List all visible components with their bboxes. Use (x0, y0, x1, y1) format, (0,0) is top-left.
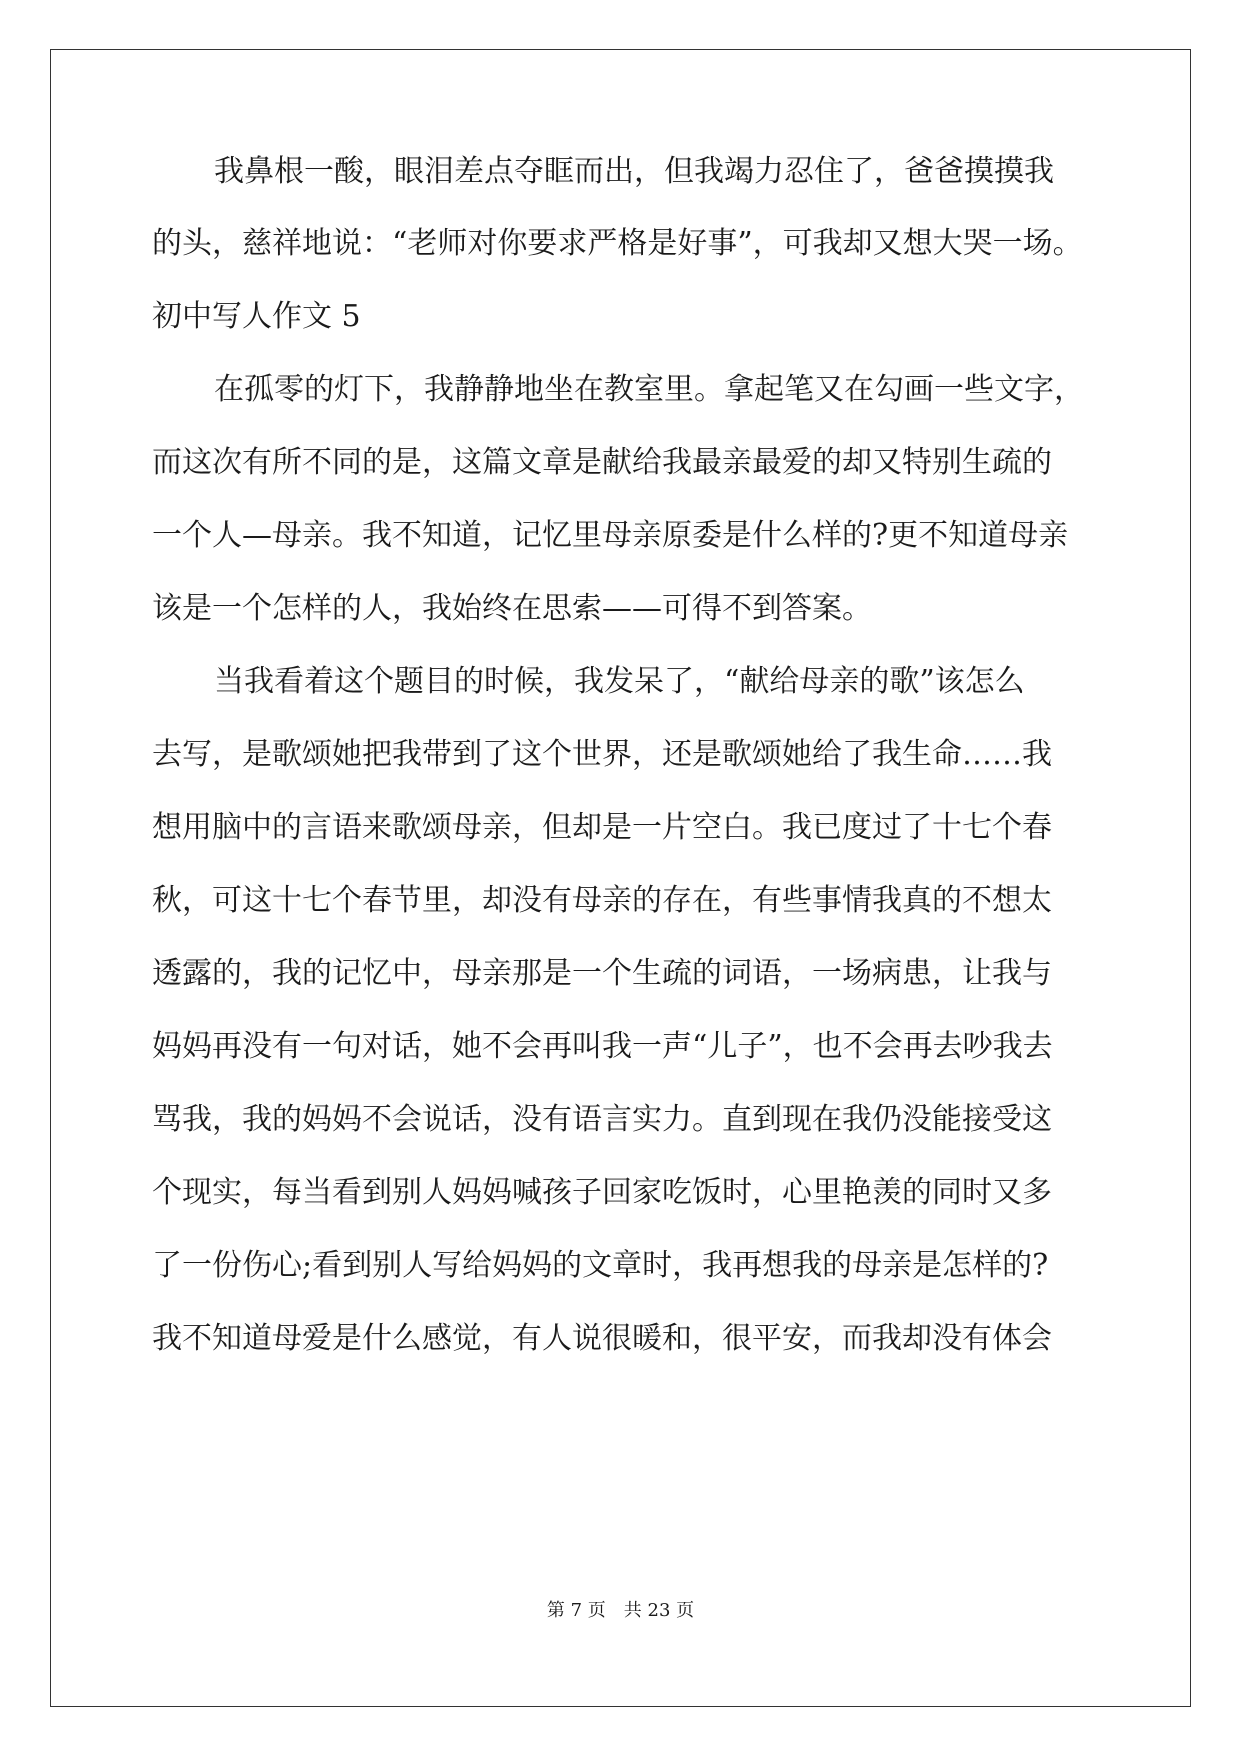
page-number: 第 7 页 共 23 页 (546, 1600, 695, 1621)
text-line: 我不知道母爱是什么感觉，有人说很暖和，很平安，而我却没有体会 (152, 1321, 1052, 1356)
text-line: 我鼻根一酸，眼泪差点夺眶而出，但我竭力忍住了，爸爸摸摸我 (214, 154, 1054, 189)
text-line: 了一份伤心;看到别人写给妈妈的文章时，我再想我的母亲是怎样的? (152, 1248, 1049, 1283)
text-line: 的头，慈祥地说：“老师对你要求严格是好事”，可我却又想大哭一场。 (152, 226, 1083, 261)
text-line: 当我看着这个题目的时候，我发呆了，“献给母亲的歌”该怎么 (214, 664, 1025, 699)
text-line: 秋，可这十七个春节里，却没有母亲的存在，有些事情我真的不想太 (152, 883, 1052, 918)
text-line: 在孤零的灯下，我静静地坐在教室里。拿起笔又在勾画一些文字， (214, 372, 1084, 407)
text-line: 个现实，每当看到别人妈妈喊孩子回家吃饭时，心里艳羡的同时又多 (152, 1175, 1052, 1210)
text-line: 透露的，我的记忆中，母亲那是一个生疏的词语，一场病患，让我与 (152, 956, 1052, 991)
text-line: 一个人—母亲。我不知道，记忆里母亲原委是什么样的?更不知道母亲 (152, 518, 1069, 553)
text-line: 而这次有所不同的是，这篇文章是献给我最亲最爱的却又特别生疏的 (152, 445, 1052, 480)
text-line: 骂我，我的妈妈不会说话，没有语言实力。直到现在我仍没能接受这 (152, 1102, 1052, 1137)
text-line: 想用脑中的言语来歌颂母亲，但却是一片空白。我已度过了十七个春 (152, 810, 1052, 845)
text-line: 妈妈再没有一句对话，她不会再叫我一声“儿子”，也不会再去吵我去 (152, 1029, 1053, 1064)
text-line: 去写，是歌颂她把我带到了这个世界，还是歌颂她给了我生命……我 (152, 737, 1052, 772)
section-heading: 初中写人作文 5 (152, 299, 361, 334)
text-line: 该是一个怎样的人，我始终在思索——可得不到答案。 (152, 591, 872, 626)
